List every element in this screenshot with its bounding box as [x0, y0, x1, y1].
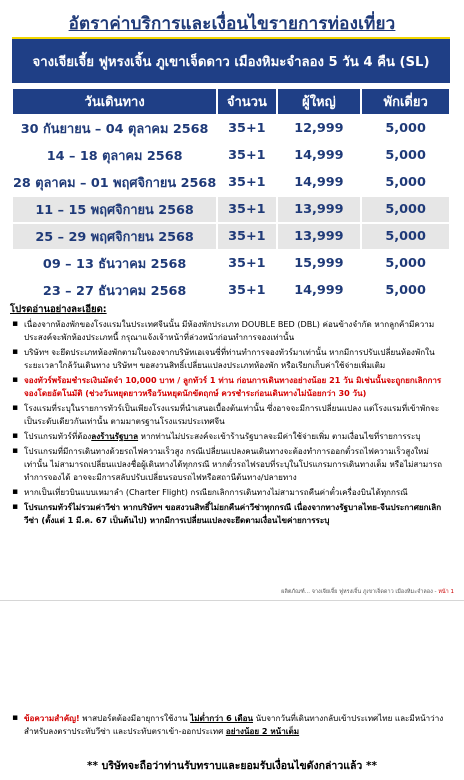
note-item: [10, 402, 452, 428]
page-title: อัตราค่าบริการและเงื่อนไขรายการท่องเที่ยว: [68, 14, 396, 34]
table-row: [12, 250, 450, 277]
header-adult: ผู้ใหญ่: [277, 88, 362, 115]
row-adult: 14,999: [277, 277, 362, 304]
note-text: โปรแกรมที่มีการเดินทางด้วยรถไฟความเร็วสูง กรณีเปลี่ยนแปลงคนเดินทางจะต้องทำการออกตั๋วรถไฟความเร็วสูงใหม่เท่านั้น ไม่สามารถเปลี่ยนแปลงชื่อผู้เดินทางได้ทุกกรณี หากตั๋วรถไฟรอบที่ระบุในโปรแกรมการเดินทางเต็ม หรือไม่สามารถทำการจองได้ อาจจะมีการสลับปรับเปลี่ยนรอบรถไฟหรือสถานีต้นทาง/ปลายทาง: [24, 446, 443, 482]
table-row: [12, 115, 450, 142]
row-date: 28 ตุลาคม – 01 พฤศจิกายน 2568: [12, 169, 217, 196]
row-date: 14 – 18 ตุลาคม 2568: [12, 142, 217, 169]
page-footer: [281, 588, 454, 596]
note-item: [10, 712, 452, 738]
footer-page-number: หน้า 1: [438, 589, 454, 595]
note-item: [10, 445, 452, 484]
row-adult: 14,999: [277, 142, 362, 169]
table-row: [12, 142, 450, 169]
note-text: นับจากวันที่เดินทางกลับเข้าประเทศไทย และมีหน้าว่างสำหรับลงตราประทับวีซ่า และประทับตราเข้า-ออกประเทศ: [24, 713, 444, 736]
row-single: 5,000: [361, 250, 450, 277]
deposit-warning-text: จองทัวร์พร้อมชำระเงินมัดจำ 10,000 บาท / ลูกทัวร์ 1 ท่าน ก่อนการเดินทางอย่างน้อย 21 วัน มิเช่นนั้นจะถูกยกเลิกการจองโดยอัตโนมัติ (ช่วงวันหยุดยาวหรือวันหยุดนักขัตฤกษ์ ควรชำระก่อนเดินทางไม่น้อยกว่า 30 วัน): [24, 375, 442, 398]
note-text: โปรแกรมทัวร์ที่ต้อง: [24, 431, 92, 441]
tour-banner: จางเจียเจี้ย ฟูหรงเจิ้น ภูเขาเจ็ดดาว เมืองหิมะจำลอง 5 วัน 4 คืน (SL): [12, 37, 450, 83]
visa-note-text: โปรแกรมทัวร์ไม่รวมค่าวีซ่า หากบริษัทฯ ขอสงวนสิทธิ์ไม่ยกคืนค่าวีซ่าทุกกรณี เนื่องจากทางรัฐบาลไทย-จีนประกาศยกเลิกวีซ่า (ตั้งแต่ 1 มี.ค. 67 เป็นต้นไป) หากมีการเปลี่ยนแปลงจะยึดตามเงื่อนไขค่ายการระบุ: [24, 502, 442, 525]
note-emphasis: ลงร้านรัฐบาล: [91, 431, 139, 441]
note-text: โรงแรมที่ระบุในรายการทัวร์เป็นเพียงโรงแรมที่นำเสนอเบื้องต้นเท่านั้น ซึ่งอาจจะมีการเปลี่ยนแปลง แต่โรงแรมที่เข้าพักจะเป็นระดับเดียวกันเท่านั้น ตามมาตรฐานโรงแรมประเทศจีน: [24, 403, 440, 426]
row-adult: 15,999: [277, 250, 362, 277]
note-item: [10, 501, 452, 527]
table-row: [12, 169, 450, 196]
note-text: เนื่องจากห้องพักของโรงแรมในประเทศจีนนั้น มีห้องพักประเภท DOUBLE BED (DBL) ค่อนข้างจำกัด หากลูกค้ามีความประสงค์จะพักห้องประเภทนี้ กรุณาแจ้งเจ้าหน้าที่ล่วงหน้าก่อนทำการจองเท่านั้น: [24, 319, 435, 342]
table-row: [12, 277, 450, 304]
row-single: 5,000: [361, 169, 450, 196]
note-text: หากท่านไม่ประสงค์จะเข้าร้านรัฐบาลจะมีค่าใช้จ่ายเพิ่ม ตามเงื่อนไขที่รายการระบุ: [138, 431, 421, 441]
row-single: 5,000: [361, 223, 450, 250]
closing-statement: ** บริษัทจะถือว่าท่านรับทราบและยอมรับเงื่อนไขดังกล่าวแล้ว **: [87, 760, 377, 772]
row-date: 11 – 15 พฤศจิกายน 2568: [12, 196, 217, 223]
notes-list: [10, 318, 452, 529]
row-qty: 35+1: [217, 115, 276, 142]
important-label: ข้อความสำคัญ!: [24, 713, 80, 723]
row-qty: 35+1: [217, 142, 276, 169]
header-qty: จำนวน: [217, 88, 276, 115]
row-adult: 13,999: [277, 196, 362, 223]
row-adult: 12,999: [277, 115, 362, 142]
note-item: [10, 374, 452, 400]
row-adult: 14,999: [277, 169, 362, 196]
row-qty: 35+1: [217, 250, 276, 277]
row-adult: 13,999: [277, 223, 362, 250]
note-text: หากเป็นเที่ยวบินแบบเหมาลำ (Charter Flight) กรณียกเลิกการเดินทางไม่สามารถคืนค่าตั๋วเครื่องบินได้ทุกกรณี: [24, 487, 408, 497]
note-text: พาสปอร์ตต้องมีอายุการใช้งาน: [79, 713, 191, 723]
row-date: 30 กันยายน – 04 ตุลาคม 2568: [12, 115, 217, 142]
note-item: [10, 346, 452, 372]
page-gap: [0, 601, 464, 705]
table-row: [12, 196, 450, 223]
footer-label: ผลิตภัณฑ์... จางเจียเจี้ย ฟูหรงเจิ้น ภูเขาเจ็ดดาว เมืองหิมะจำลอง -: [281, 589, 439, 595]
note-item: [10, 318, 452, 344]
note-item: [10, 430, 452, 443]
note-emphasis: ไม่ต่ำกว่า 6 เดือน: [190, 713, 254, 723]
rates-table: [12, 88, 450, 304]
row-single: 5,000: [361, 115, 450, 142]
note-item: [10, 486, 452, 499]
table-header-row: [12, 88, 450, 115]
note-emphasis: อย่างน้อย 2 หน้าเต็ม: [225, 726, 300, 736]
important-notes: [10, 712, 452, 738]
row-single: 5,000: [361, 142, 450, 169]
row-single: 5,000: [361, 196, 450, 223]
header-single: พักเดี่ยว: [361, 88, 450, 115]
row-date: 25 – 29 พฤศจิกายน 2568: [12, 223, 217, 250]
note-text: บริษัทฯ จะยึดประเภทห้องพักตามในจองจากบริษัทเอเจนซี่ที่ท่านทำการจองทัวร์มาเท่านั้น หากมีการปรับเปลี่ยนห้องพักในระยะเวลาใกล้วันเดินทาง บริษัทฯ ขอสงวนสิทธิ์เปลี่ยนแปลงประเภทห้องพัก หรือเรียกเก็บค่าใช้จ่ายเพิ่มเติม: [24, 347, 435, 370]
row-qty: 35+1: [217, 223, 276, 250]
table-row: [12, 223, 450, 250]
row-qty: 35+1: [217, 277, 276, 304]
row-single: 5,000: [361, 277, 450, 304]
header-date: วันเดินทาง: [12, 88, 217, 115]
row-date: 23 – 27 ธันวาคม 2568: [12, 277, 217, 304]
row-qty: 35+1: [217, 196, 276, 223]
notes-heading: โปรดอ่านอย่างละเอียด:: [10, 304, 107, 315]
row-qty: 35+1: [217, 169, 276, 196]
row-date: 09 – 13 ธันวาคม 2568: [12, 250, 217, 277]
